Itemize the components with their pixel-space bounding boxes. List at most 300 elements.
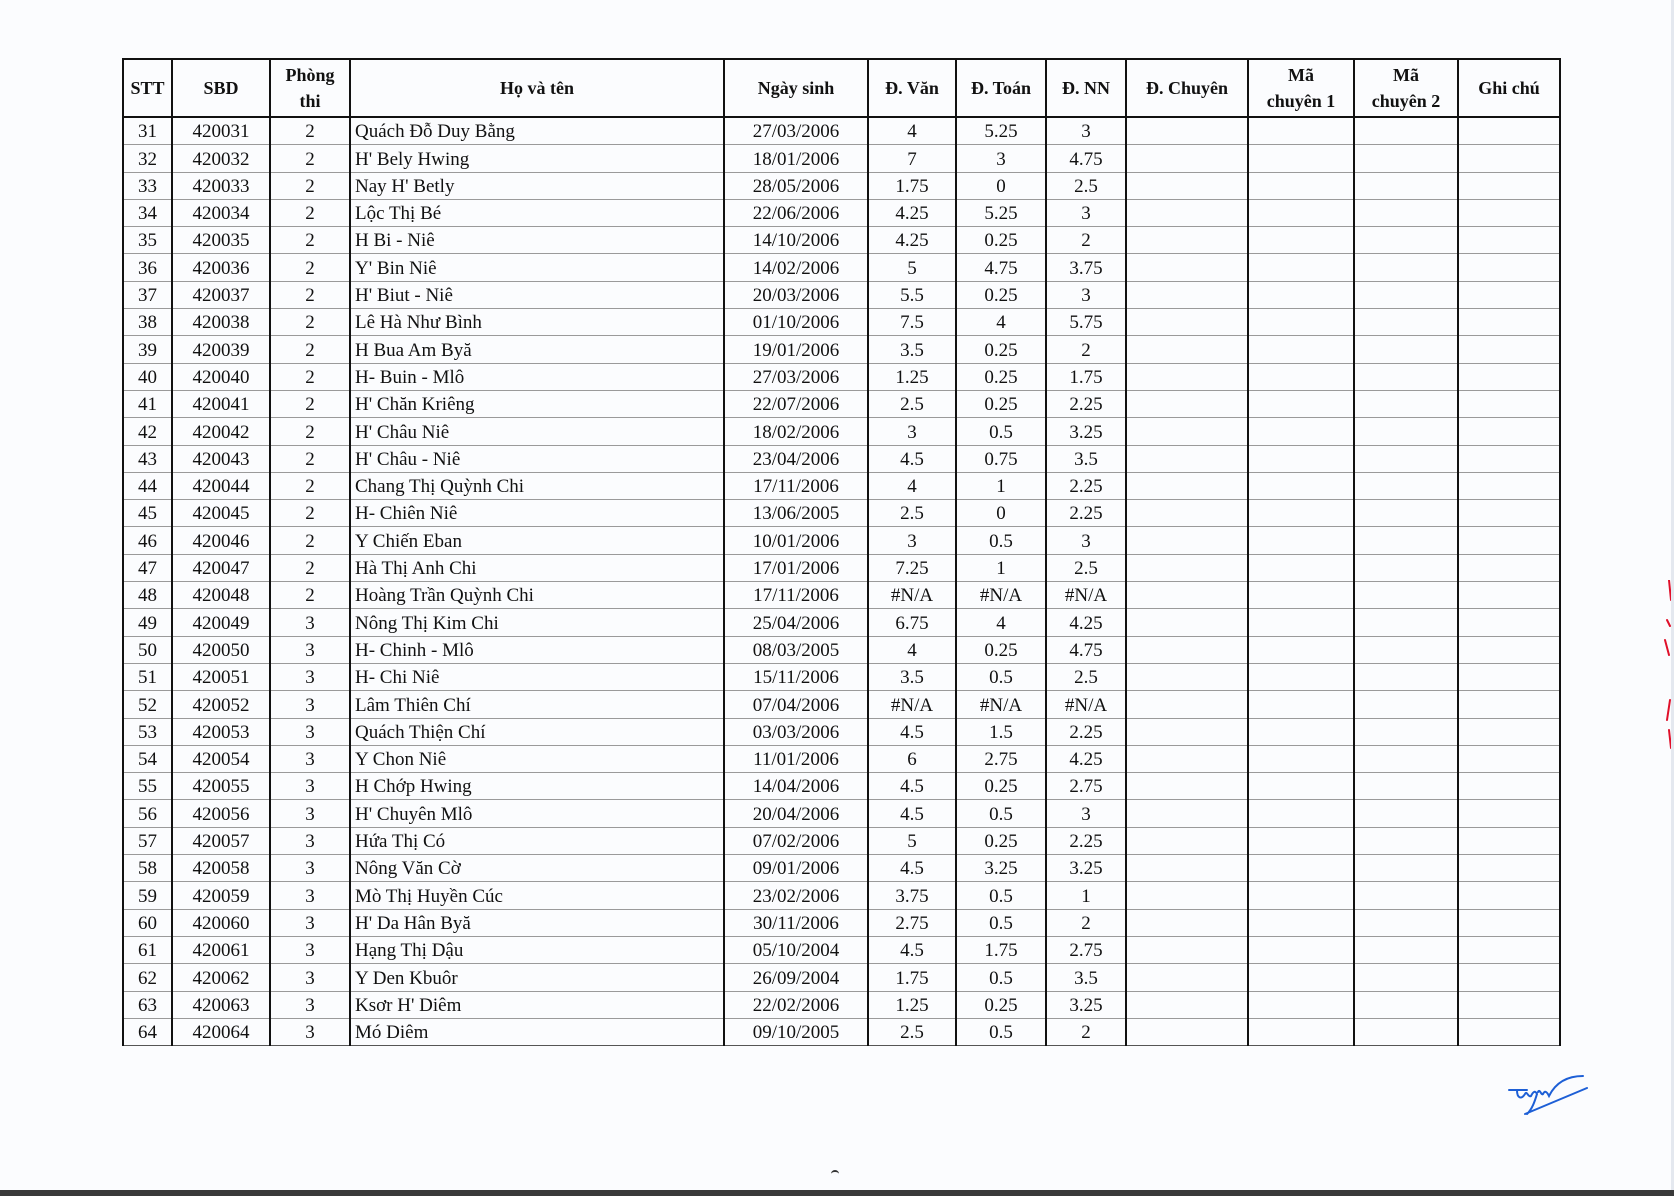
cell-ngay-sinh: 26/09/2004 [724,964,868,991]
cell-ma-chuyen-2 [1354,172,1458,199]
table-row [123,909,1560,936]
cell-d-toan: 0.25 [956,773,1046,800]
cell-d-chuyen [1126,527,1248,554]
cell-ngay-sinh: 27/03/2006 [724,363,868,390]
header-phong-thi [270,59,350,117]
cell-phong-thi: 2 [270,582,350,609]
cell-ho-ten: Hà Thị Anh Chi [350,554,724,581]
cell-d-chuyen [1126,227,1248,254]
cell-d-toan: 0.5 [956,909,1046,936]
cell-d-chuyen [1126,390,1248,417]
cell-d-van: 3 [868,527,956,554]
cell-stt: 35 [123,227,172,254]
cell-sbd: 420037 [172,281,270,308]
cell-phong-thi: 3 [270,964,350,991]
cell-d-nn: 1.75 [1046,363,1126,390]
cell-phong-thi: 3 [270,718,350,745]
cell-d-nn: 2.25 [1046,718,1126,745]
cell-ma-chuyen-1 [1248,254,1354,281]
cell-sbd: 420064 [172,1018,270,1045]
cell-ngay-sinh: 13/06/2005 [724,500,868,527]
cell-phong-thi: 2 [270,500,350,527]
cell-stt: 59 [123,882,172,909]
header-ma-chuyen-2-line1: Mã [1393,65,1419,85]
cell-d-toan: 0.25 [956,390,1046,417]
cell-stt: 47 [123,554,172,581]
cell-ngay-sinh: 11/01/2006 [724,745,868,772]
cell-ma-chuyen-1 [1248,554,1354,581]
cell-ngay-sinh: 14/02/2006 [724,254,868,281]
cell-ghi-chu [1458,745,1560,772]
cell-phong-thi: 2 [270,254,350,281]
table-row [123,718,1560,745]
cell-ma-chuyen-2 [1354,663,1458,690]
cell-stt: 48 [123,582,172,609]
cell-d-van: 4 [868,117,956,145]
cell-ngay-sinh: 18/02/2006 [724,418,868,445]
cell-ma-chuyen-2 [1354,472,1458,499]
cell-d-chuyen [1126,882,1248,909]
cell-stt: 64 [123,1018,172,1045]
cell-d-toan: 1.75 [956,936,1046,963]
cell-sbd: 420050 [172,636,270,663]
header-d-van: Đ. Văn [868,59,956,117]
cell-sbd: 420043 [172,445,270,472]
cell-ho-ten: H' Châu - Niê [350,445,724,472]
cell-d-nn: 3 [1046,800,1126,827]
cell-d-nn: 3 [1046,281,1126,308]
cell-ma-chuyen-1 [1248,445,1354,472]
cell-d-chuyen [1126,936,1248,963]
cell-ho-ten: Y Chiến Eban [350,527,724,554]
cell-ho-ten: Chang Thị Quỳnh Chi [350,472,724,499]
cell-phong-thi: 3 [270,855,350,882]
header-ma-chuyen-1 [1248,59,1354,117]
cell-d-toan: 0.5 [956,663,1046,690]
cell-stt: 42 [123,418,172,445]
cell-d-chuyen [1126,281,1248,308]
cell-d-toan: 4 [956,609,1046,636]
cell-ho-ten: Lê Hà Như Bình [350,309,724,336]
cell-d-chuyen [1126,336,1248,363]
cell-ngay-sinh: 20/03/2006 [724,281,868,308]
cell-sbd: 420032 [172,145,270,172]
cell-ma-chuyen-1 [1248,363,1354,390]
cell-d-van: 4.5 [868,936,956,963]
cell-d-nn: 2 [1046,227,1126,254]
cell-d-van: #N/A [868,582,956,609]
cell-ma-chuyen-1 [1248,472,1354,499]
cell-sbd: 420061 [172,936,270,963]
cell-d-toan: 3.25 [956,855,1046,882]
cell-ho-ten: H Chớp Hwing [350,773,724,800]
cell-d-toan: #N/A [956,582,1046,609]
table-row [123,855,1560,882]
cell-ho-ten: H- Chiên Niê [350,500,724,527]
cell-sbd: 420040 [172,363,270,390]
cell-d-toan: 1 [956,472,1046,499]
header-ngay-sinh: Ngày sinh [724,59,868,117]
cell-d-chuyen [1126,172,1248,199]
cell-ma-chuyen-1 [1248,390,1354,417]
cell-d-toan: 0.5 [956,1018,1046,1045]
cell-ma-chuyen-1 [1248,773,1354,800]
cell-ngay-sinh: 30/11/2006 [724,909,868,936]
cell-ngay-sinh: 05/10/2004 [724,936,868,963]
cell-ghi-chu [1458,309,1560,336]
table-row [123,117,1560,145]
cell-phong-thi: 2 [270,472,350,499]
cell-d-nn: #N/A [1046,691,1126,718]
table-row [123,773,1560,800]
cell-ghi-chu [1458,827,1560,854]
cell-ho-ten: Ksơr H' Diêm [350,991,724,1018]
cell-phong-thi: 2 [270,527,350,554]
cell-ghi-chu [1458,117,1560,145]
cell-ma-chuyen-1 [1248,964,1354,991]
cell-ma-chuyen-2 [1354,745,1458,772]
cell-d-toan: 0.25 [956,336,1046,363]
cell-ngay-sinh: 17/01/2006 [724,554,868,581]
cell-ma-chuyen-1 [1248,718,1354,745]
cell-d-toan: 3 [956,145,1046,172]
cell-ghi-chu [1458,527,1560,554]
cell-d-chuyen [1126,254,1248,281]
cell-d-van: 4 [868,472,956,499]
cell-ho-ten: Nông Văn Cờ [350,855,724,882]
cell-d-nn: 2.25 [1046,500,1126,527]
cell-ho-ten: H- Chi Niê [350,663,724,690]
cell-sbd: 420046 [172,527,270,554]
table-row [123,745,1560,772]
cell-d-chuyen [1126,855,1248,882]
cell-ma-chuyen-1 [1248,855,1354,882]
signature [1505,1070,1595,1120]
cell-stt: 45 [123,500,172,527]
header-ma-chuyen-2 [1354,59,1458,117]
cell-ma-chuyen-2 [1354,199,1458,226]
table-row [123,527,1560,554]
cell-stt: 34 [123,199,172,226]
cell-ghi-chu [1458,472,1560,499]
cell-phong-thi: 3 [270,663,350,690]
cell-d-chuyen [1126,472,1248,499]
cell-d-van: 2.5 [868,500,956,527]
table-row [123,582,1560,609]
cell-d-toan: 0.5 [956,418,1046,445]
cell-d-chuyen [1126,827,1248,854]
cell-ho-ten: H' Chuyên Mlô [350,800,724,827]
cell-ma-chuyen-2 [1354,773,1458,800]
cell-d-toan: 0.25 [956,281,1046,308]
cell-ghi-chu [1458,663,1560,690]
cell-phong-thi: 3 [270,636,350,663]
cell-ngay-sinh: 22/06/2006 [724,199,868,226]
cell-phong-thi: 2 [270,336,350,363]
cell-ho-ten: H' Chăn Kriêng [350,390,724,417]
cell-ma-chuyen-1 [1248,336,1354,363]
cell-d-van: 5 [868,827,956,854]
cell-ma-chuyen-1 [1248,199,1354,226]
cell-d-chuyen [1126,418,1248,445]
cell-d-toan: #N/A [956,691,1046,718]
cell-ma-chuyen-1 [1248,527,1354,554]
cell-ghi-chu [1458,227,1560,254]
table-row [123,882,1560,909]
cell-ho-ten: Hứa Thị Có [350,827,724,854]
cell-phong-thi: 2 [270,227,350,254]
cell-d-van: 7 [868,145,956,172]
cell-stt: 51 [123,663,172,690]
cell-ma-chuyen-2 [1354,964,1458,991]
scanner-edge [0,1190,1674,1196]
cell-ghi-chu [1458,582,1560,609]
header-d-nn: Đ. NN [1046,59,1126,117]
cell-ma-chuyen-2 [1354,418,1458,445]
cell-sbd: 420047 [172,554,270,581]
cell-d-chuyen [1126,663,1248,690]
cell-ghi-chu [1458,609,1560,636]
cell-d-nn: 2 [1046,336,1126,363]
cell-ghi-chu [1458,773,1560,800]
cell-ngay-sinh: 09/10/2005 [724,1018,868,1045]
table-row [123,609,1560,636]
cell-d-toan: 0.25 [956,363,1046,390]
cell-d-chuyen [1126,117,1248,145]
cell-sbd: 420054 [172,745,270,772]
cell-d-van: 2.5 [868,390,956,417]
cell-d-chuyen [1126,745,1248,772]
cell-ma-chuyen-1 [1248,1018,1354,1045]
cell-stt: 32 [123,145,172,172]
cell-stt: 41 [123,390,172,417]
cell-phong-thi: 3 [270,1018,350,1045]
cell-ngay-sinh: 23/04/2006 [724,445,868,472]
cell-sbd: 420048 [172,582,270,609]
cell-ma-chuyen-2 [1354,636,1458,663]
cell-sbd: 420044 [172,472,270,499]
cell-ngay-sinh: 01/10/2006 [724,309,868,336]
cell-ghi-chu [1458,855,1560,882]
cell-d-nn: 3 [1046,527,1126,554]
table-row [123,636,1560,663]
cell-ho-ten: H' Da Hân Byă [350,909,724,936]
cell-phong-thi: 2 [270,281,350,308]
cell-d-van: 7.25 [868,554,956,581]
cell-ghi-chu [1458,691,1560,718]
cell-ngay-sinh: 07/04/2006 [724,691,868,718]
cell-ma-chuyen-1 [1248,309,1354,336]
header-phong-thi-line2: thi [299,91,321,111]
cell-d-toan: 0.25 [956,827,1046,854]
cell-d-nn: 2.25 [1046,390,1126,417]
cell-d-nn: #N/A [1046,582,1126,609]
cell-d-van: 3.5 [868,336,956,363]
cell-ma-chuyen-2 [1354,582,1458,609]
cell-ma-chuyen-2 [1354,145,1458,172]
cell-ngay-sinh: 20/04/2006 [724,800,868,827]
table-row [123,172,1560,199]
cell-stt: 44 [123,472,172,499]
cell-d-nn: 3.5 [1046,445,1126,472]
cell-d-chuyen [1126,964,1248,991]
table-row [123,227,1560,254]
cell-d-toan: 0.5 [956,964,1046,991]
cell-stt: 58 [123,855,172,882]
cell-stt: 53 [123,718,172,745]
cell-stt: 60 [123,909,172,936]
cell-sbd: 420049 [172,609,270,636]
page-number-mark [831,1170,839,1175]
cell-d-van: 1.25 [868,991,956,1018]
cell-ma-chuyen-2 [1354,254,1458,281]
cell-stt: 49 [123,609,172,636]
cell-d-toan: 0.5 [956,882,1046,909]
cell-d-chuyen [1126,609,1248,636]
cell-phong-thi: 2 [270,445,350,472]
cell-d-chuyen [1126,636,1248,663]
cell-ghi-chu [1458,254,1560,281]
cell-ngay-sinh: 27/03/2006 [724,117,868,145]
cell-d-nn: 3.25 [1046,991,1126,1018]
cell-stt: 50 [123,636,172,663]
cell-d-chuyen [1126,554,1248,581]
cell-d-chuyen [1126,582,1248,609]
cell-ho-ten: Mó Diêm [350,1018,724,1045]
cell-d-chuyen [1126,1018,1248,1045]
cell-phong-thi: 2 [270,145,350,172]
cell-ghi-chu [1458,336,1560,363]
cell-ma-chuyen-2 [1354,882,1458,909]
header-ho-ten: Họ và tên [350,59,724,117]
cell-d-toan: 4 [956,309,1046,336]
header-row [123,59,1560,117]
table-row [123,554,1560,581]
cell-d-toan: 0.25 [956,227,1046,254]
cell-d-toan: 0.5 [956,800,1046,827]
cell-ma-chuyen-1 [1248,800,1354,827]
cell-ma-chuyen-2 [1354,991,1458,1018]
cell-d-van: 4.5 [868,773,956,800]
cell-ma-chuyen-2 [1354,309,1458,336]
cell-ho-ten: H- Chinh - Mlô [350,636,724,663]
cell-d-nn: 2.25 [1046,472,1126,499]
cell-d-chuyen [1126,909,1248,936]
cell-ma-chuyen-1 [1248,909,1354,936]
signature-stroke [1509,1076,1587,1114]
cell-ngay-sinh: 18/01/2006 [724,145,868,172]
cell-sbd: 420057 [172,827,270,854]
cell-d-van: 5.5 [868,281,956,308]
cell-ma-chuyen-1 [1248,609,1354,636]
cell-ho-ten: Y Chon Niê [350,745,724,772]
cell-d-van: 6.75 [868,609,956,636]
cell-ma-chuyen-2 [1354,1018,1458,1045]
cell-ngay-sinh: 23/02/2006 [724,882,868,909]
cell-ghi-chu [1458,390,1560,417]
cell-ghi-chu [1458,145,1560,172]
table-row [123,663,1560,690]
cell-d-nn: 3 [1046,117,1126,145]
cell-ma-chuyen-1 [1248,117,1354,145]
cell-ghi-chu [1458,199,1560,226]
cell-ma-chuyen-2 [1354,691,1458,718]
cell-ho-ten: H- Buin - Mlô [350,363,724,390]
cell-d-toan: 5.25 [956,117,1046,145]
cell-ho-ten: Hoàng Trần Quỳnh Chi [350,582,724,609]
cell-stt: 55 [123,773,172,800]
cell-ma-chuyen-2 [1354,363,1458,390]
cell-d-van: 4.5 [868,800,956,827]
cell-d-chuyen [1126,145,1248,172]
cell-ma-chuyen-1 [1248,936,1354,963]
cell-stt: 37 [123,281,172,308]
cell-stt: 56 [123,800,172,827]
cell-d-van: 2.5 [868,1018,956,1045]
cell-ho-ten: Mò Thị Huyền Cúc [350,882,724,909]
header-ma-chuyen-1-line2: chuyên 1 [1266,91,1336,111]
cell-ma-chuyen-2 [1354,445,1458,472]
cell-ngay-sinh: 09/01/2006 [724,855,868,882]
header-stt: STT [123,59,172,117]
cell-d-nn: 5.75 [1046,309,1126,336]
cell-d-nn: 3 [1046,199,1126,226]
cell-d-toan: 0.25 [956,991,1046,1018]
cell-stt: 52 [123,691,172,718]
cell-d-nn: 3.5 [1046,964,1126,991]
cell-phong-thi: 3 [270,745,350,772]
cell-d-nn: 2.75 [1046,773,1126,800]
cell-d-nn: 4.25 [1046,745,1126,772]
cell-ghi-chu [1458,909,1560,936]
cell-d-toan: 1 [956,554,1046,581]
header-ghi-chu: Ghi chú [1458,59,1560,117]
cell-phong-thi: 2 [270,363,350,390]
cell-ma-chuyen-1 [1248,145,1354,172]
cell-d-nn: 3.75 [1046,254,1126,281]
cell-ho-ten: Lâm Thiên Chí [350,691,724,718]
cell-d-van: 3.5 [868,663,956,690]
cell-ghi-chu [1458,281,1560,308]
table-row [123,500,1560,527]
cell-ho-ten: H' Bely Hwing [350,145,724,172]
table-row [123,199,1560,226]
cell-d-nn: 2.5 [1046,554,1126,581]
cell-d-chuyen [1126,773,1248,800]
cell-sbd: 420053 [172,718,270,745]
cell-stt: 61 [123,936,172,963]
cell-ma-chuyen-1 [1248,418,1354,445]
cell-d-van: 4.5 [868,718,956,745]
cell-stt: 33 [123,172,172,199]
cell-stt: 54 [123,745,172,772]
cell-sbd: 420055 [172,773,270,800]
cell-ma-chuyen-2 [1354,281,1458,308]
cell-d-nn: 2.25 [1046,827,1126,854]
cell-stt: 62 [123,964,172,991]
cell-d-van: 3.75 [868,882,956,909]
cell-ma-chuyen-2 [1354,936,1458,963]
cell-d-van: 7.5 [868,309,956,336]
cell-ho-ten: Nông Thị Kim Chi [350,609,724,636]
cell-d-chuyen [1126,363,1248,390]
cell-ho-ten: Nay H' Betly [350,172,724,199]
cell-ho-ten: H Bua Am Byă [350,336,724,363]
cell-d-van: 1.75 [868,172,956,199]
cell-ngay-sinh: 22/02/2006 [724,991,868,1018]
cell-sbd: 420052 [172,691,270,718]
cell-ho-ten: Hạng Thị Dậu [350,936,724,963]
